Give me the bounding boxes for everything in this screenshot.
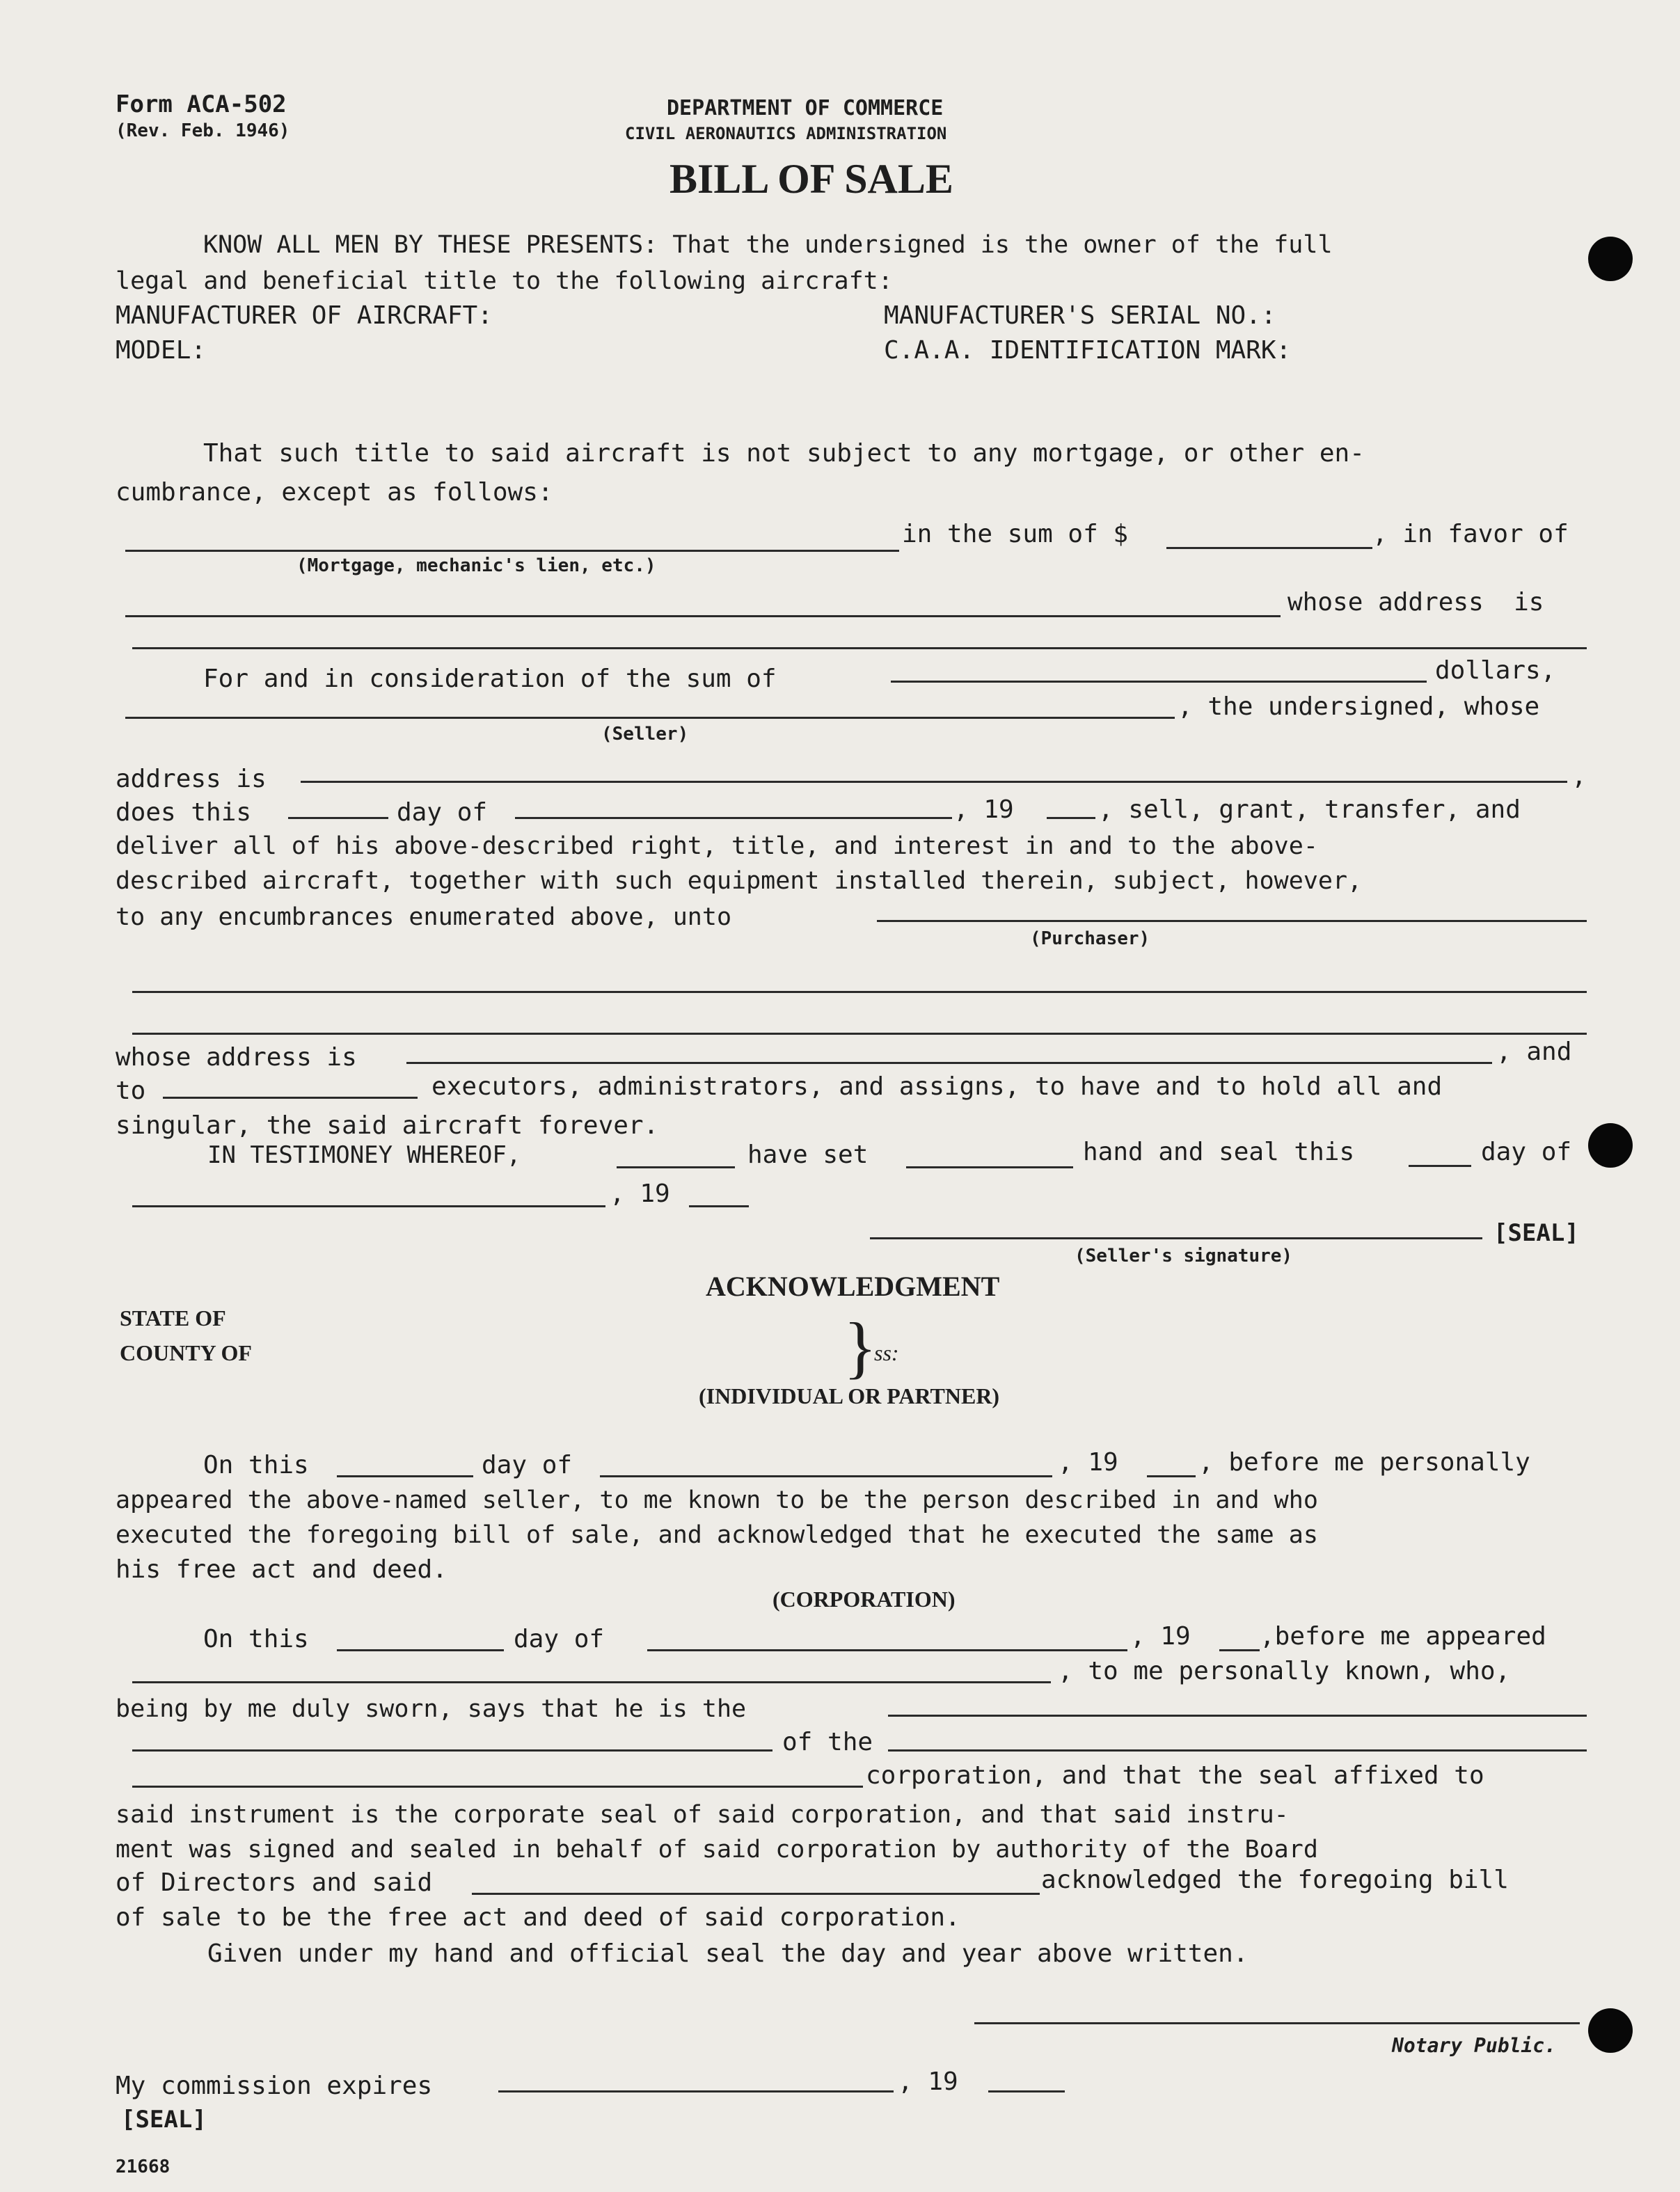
given-line: Given under my hand and official seal the day and year above written. — [207, 1939, 1249, 1968]
year-19-text: , 19 — [953, 795, 1014, 824]
commission-year-blank[interactable] — [988, 2090, 1065, 2092]
seal-day-blank[interactable] — [1409, 1165, 1471, 1167]
punch-hole-bottom — [1588, 2008, 1633, 2053]
consideration-text: For and in consideration of the sum of — [203, 665, 777, 693]
ind-on-this-text: On this — [203, 1451, 309, 1479]
commission-date-blank[interactable] — [498, 2090, 894, 2092]
corp-signer-blank[interactable] — [472, 1893, 1040, 1895]
corporation-heading: (CORPORATION) — [772, 1587, 956, 1612]
intro-line-1: KNOW ALL MEN BY THESE PRESENTS: That the undersigned is the owner of the full — [203, 231, 1333, 259]
notary-caption: Notary Public. — [1392, 2034, 1557, 2057]
seller-caption: (Seller) — [601, 724, 689, 745]
testimoney-text: IN TESTIMONEY WHEREOF, — [207, 1141, 521, 1169]
have-set-text: have set — [747, 1141, 869, 1169]
seller-blank[interactable] — [125, 717, 1175, 719]
ind-line-3: executed the foregoing bill of sale, and acknowledged that he executed the same as — [116, 1521, 1318, 1549]
address-end-comma: , — [1571, 762, 1587, 791]
sale-year-blank[interactable] — [1047, 817, 1095, 819]
deliver-line: deliver all of his above-described right, title, and interest in and to the above- — [116, 832, 1318, 860]
whose-address-is-text: whose address is — [116, 1043, 357, 1072]
purchaser-blank[interactable] — [877, 920, 1587, 922]
day-of-text: day of — [397, 798, 488, 827]
sale-month-blank[interactable] — [515, 817, 952, 819]
to-text: to — [116, 1077, 146, 1105]
lienholder-blank[interactable] — [125, 615, 1281, 617]
corp-name-blank-2[interactable] — [132, 1786, 863, 1788]
commission-text: My commission expires — [116, 2072, 433, 2100]
identification-mark-label: C.A.A. IDENTIFICATION MARK: — [884, 336, 1292, 365]
purchaser-blank-3[interactable] — [132, 1033, 1587, 1035]
pronoun-blank[interactable] — [906, 1166, 1073, 1168]
sum-text: in the sum of $ — [902, 520, 1129, 548]
corp-line-said: said instrument is the corporate seal of said corporation, and that said instru- — [116, 1801, 1289, 1829]
corp-year-blank[interactable] — [1219, 1649, 1260, 1651]
seller-address-blank[interactable] — [301, 781, 1567, 783]
individual-heading: (INDIVIDUAL OR PARTNER) — [699, 1383, 1000, 1408]
corp-acknowledged-text: acknowledged the foregoing bill — [1041, 1866, 1509, 1894]
singular-text: singular, the said aircraft forever. — [116, 1111, 659, 1140]
commission-19-text: , 19 — [898, 2067, 958, 2096]
sale-day-blank[interactable] — [288, 817, 388, 819]
unto-line: to any encumbrances enumerated above, unto — [116, 903, 732, 931]
ind-before-text: , before me personally — [1198, 1448, 1530, 1477]
described-line: described aircraft, together with such equipment installed therein, subject, however, — [116, 867, 1363, 895]
corp-of-the-text: of the — [782, 1728, 873, 1756]
undersigned-text: , the undersigned, whose — [1178, 692, 1540, 721]
purchaser-caption: (Purchaser) — [1030, 928, 1150, 949]
department-name: DEPARTMENT OF COMMERCE — [667, 96, 944, 120]
corp-19-text: , 19 — [1130, 1622, 1191, 1651]
ind-year-blank[interactable] — [1147, 1475, 1196, 1477]
executors-text: executors, administrators, and assigns, to have and to hold all and — [431, 1072, 1443, 1101]
state-of-label: STATE OF — [120, 1305, 226, 1331]
ind-19-text: , 19 — [1058, 1448, 1118, 1477]
corp-known-text: , to me personally known, who, — [1058, 1657, 1511, 1685]
corp-name-blank[interactable] — [888, 1749, 1587, 1752]
notary-seal-label: [SEAL] — [121, 2106, 207, 2134]
seal-year-blank[interactable] — [689, 1205, 749, 1207]
footer-code: 21668 — [116, 2157, 171, 2177]
corp-directors-text: of Directors and said — [116, 1868, 433, 1897]
ind-line-4: his free act and deed. — [116, 1555, 447, 1584]
corp-day-blank[interactable] — [337, 1649, 504, 1651]
form-number: Form ACA-502 — [116, 90, 287, 118]
brace-icon: } — [843, 1308, 877, 1385]
purchaser-blank-2[interactable] — [132, 991, 1587, 993]
ind-day-blank[interactable] — [337, 1475, 473, 1477]
seal-label: [SEAL] — [1493, 1219, 1579, 1247]
punch-hole-middle — [1588, 1123, 1633, 1168]
purchaser-address-blank[interactable] — [406, 1062, 1492, 1064]
corp-corporation-text: corporation, and that the seal affixed to — [866, 1761, 1484, 1790]
and-text: , and — [1496, 1038, 1572, 1066]
ind-month-blank[interactable] — [600, 1475, 1052, 1477]
page-title: BILL OF SALE — [669, 156, 953, 202]
corp-officer-blank[interactable] — [132, 1681, 1051, 1683]
county-of-label: COUNTY OF — [120, 1340, 252, 1365]
year-19b-text: , 19 — [610, 1180, 670, 1208]
hand-seal-text: hand and seal this — [1083, 1138, 1355, 1166]
serial-number-label: MANUFACTURER'S SERIAL NO.: — [884, 301, 1276, 330]
form-revision: (Rev. Feb. 1946) — [116, 120, 290, 141]
punch-hole-top — [1588, 237, 1633, 281]
ss-label: ss: — [874, 1340, 899, 1365]
heirs-blank[interactable] — [163, 1097, 418, 1099]
sum-blank[interactable] — [1166, 547, 1372, 549]
lienholder-address-blank[interactable] — [132, 647, 1587, 649]
whose-address-text: whose address is — [1287, 588, 1544, 617]
encumbrance-line-1: That such title to said aircraft is not subject to any mortgage, or other en- — [203, 439, 1365, 468]
corp-line-sale: of sale to be the free act and deed of said corporation. — [116, 1903, 960, 1932]
corp-day-of-text: day of — [514, 1625, 605, 1653]
day-of-end-text: day of — [1481, 1138, 1572, 1166]
favor-text: , in favor of — [1372, 520, 1569, 548]
model-label: MODEL: — [116, 336, 207, 365]
seller-signature-caption: (Seller's signature) — [1075, 1246, 1293, 1266]
sell-text: , sell, grant, transfer, and — [1098, 795, 1521, 824]
corp-before-text: ,before me appeared — [1260, 1622, 1546, 1651]
ind-day-of-text: day of — [482, 1451, 573, 1479]
consideration-amount-blank[interactable] — [891, 681, 1427, 683]
mortgage-caption: (Mortgage, mechanic's lien, etc.) — [296, 555, 656, 576]
intro-line-2: legal and beneficial title to the following aircraft: — [116, 267, 893, 295]
encumbrance-line-2: cumbrance, except as follows: — [116, 478, 553, 507]
corp-month-blank[interactable] — [647, 1649, 1127, 1651]
does-this-text: does this — [116, 798, 252, 827]
address-is-text: address is — [116, 765, 267, 793]
dollars-text: dollars, — [1435, 656, 1556, 685]
corp-title-blank-2[interactable] — [132, 1749, 772, 1752]
notary-signature-line[interactable] — [974, 2022, 1580, 2024]
seller-signature-line[interactable] — [870, 1237, 1482, 1239]
manufacturer-label: MANUFACTURER OF AIRCRAFT: — [116, 301, 493, 330]
administration-name: CIVIL AERONAUTICS ADMINISTRATION — [625, 124, 947, 143]
corp-title-blank[interactable] — [888, 1715, 1587, 1717]
mortgage-blank[interactable] — [125, 550, 899, 552]
seal-month-blank[interactable] — [132, 1205, 605, 1207]
corp-line-ment: ment was signed and sealed in behalf of said corporation by authority of the Board — [116, 1836, 1318, 1864]
testimoney-name-blank[interactable] — [617, 1166, 735, 1168]
corp-sworn-text: being by me duly sworn, says that he is the — [116, 1695, 747, 1723]
acknowledgment-title: ACKNOWLEDGMENT — [706, 1271, 1000, 1302]
corp-on-this-text: On this — [203, 1625, 309, 1653]
ind-line-2: appeared the above-named seller, to me known to be the person described in and who — [116, 1486, 1318, 1514]
